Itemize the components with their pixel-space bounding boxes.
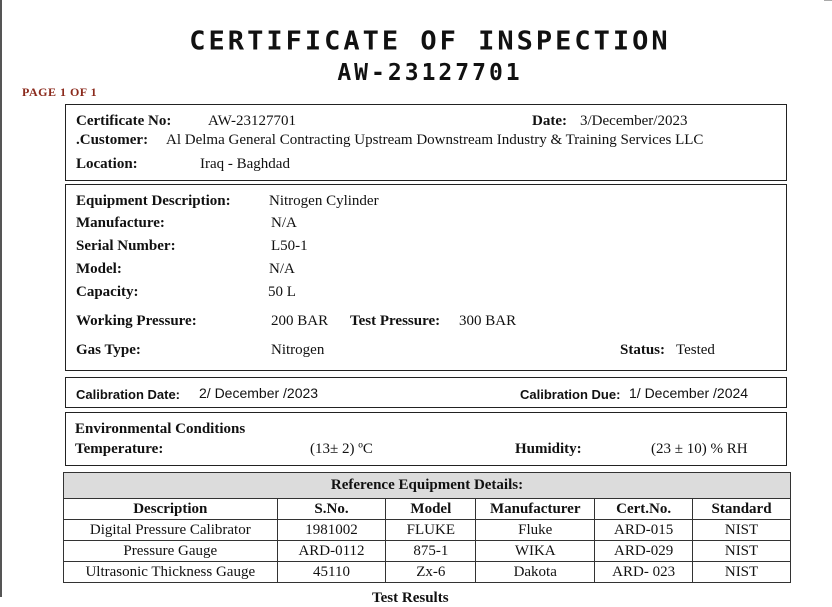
gas-type-value: Nitrogen (271, 342, 325, 358)
page-top-edge (824, 0, 832, 1)
table-cell: 45110 (277, 562, 386, 583)
table-cell: NIST (693, 541, 791, 562)
environment-heading: Environmental Conditions (75, 421, 246, 437)
test-pressure-label: Test Pressure: (350, 313, 441, 329)
table-cell: NIST (693, 520, 791, 541)
manufacture-label: Manufacture: (76, 215, 165, 231)
table-row (64, 520, 791, 541)
table-cell: Pressure Gauge (64, 541, 278, 562)
capacity-label: Capacity: (76, 284, 139, 300)
table-cell: ARD-029 (595, 541, 693, 562)
temperature-label: Temperature: (75, 441, 164, 457)
humidity-value: (23 ± 10) % RH (651, 441, 748, 457)
table-cell: 875-1 (386, 541, 476, 562)
working-pressure-label: Working Pressure: (76, 313, 197, 329)
table-row (64, 562, 791, 583)
column-header: S.No. (277, 499, 386, 520)
table-cell: NIST (693, 562, 791, 583)
table-header-row (64, 499, 791, 520)
table-cell: ARD-0112 (277, 541, 386, 562)
table-cell: Digital Pressure Calibrator (64, 520, 278, 541)
calibration-due-label: Calibration Due: (520, 387, 621, 402)
page-left-edge (0, 0, 2, 597)
column-header: Model (386, 499, 476, 520)
table-cell: WIKA (476, 541, 595, 562)
document-title: CERTIFICATE OF INSPECTION (189, 26, 671, 57)
humidity-label: Humidity: (515, 441, 582, 457)
table-cell: ARD-015 (595, 520, 693, 541)
cert-no-label: Certificate No: (76, 113, 172, 129)
column-header: Description (64, 499, 278, 520)
column-header: Manufacturer (476, 499, 595, 520)
capacity-value: 50 L (268, 284, 296, 300)
equipment-description-value: Nitrogen Cylinder (269, 193, 379, 209)
calibration-due-value: 1/ December /2024 (629, 385, 749, 401)
model-label: Model: (76, 261, 122, 277)
status-label: Status: (620, 342, 666, 358)
table-cell: Fluke (476, 520, 595, 541)
test-pressure-value: 300 BAR (459, 313, 517, 329)
table-cell: Ultrasonic Thickness Gauge (64, 562, 278, 583)
gas-type-label: Gas Type: (76, 342, 141, 358)
working-pressure-value: 200 BAR (271, 313, 329, 329)
reference-table-caption: Reference Equipment Details: (64, 473, 791, 499)
reference-equipment-table (63, 472, 791, 583)
page-indicator: PAGE 1 OF 1 (22, 85, 98, 99)
column-header: Standard (693, 499, 791, 520)
column-header: Cert.No. (595, 499, 693, 520)
cert-no-value: AW-23127701 (208, 113, 296, 129)
location-label: Location: (76, 156, 138, 172)
table-row (64, 541, 791, 562)
table-cell: 1981002 (277, 520, 386, 541)
table-cell: Dakota (476, 562, 595, 583)
certificate-code-heading: AW-23127701 (337, 60, 523, 86)
status-value: Tested (676, 342, 715, 358)
equipment-description-label: Equipment Description: (76, 193, 231, 209)
temperature-value: (13± 2) ºC (310, 441, 373, 457)
customer-label: .Customer: (76, 132, 149, 148)
date-label: Date: (532, 113, 567, 129)
manufacture-value: N/A (271, 215, 297, 231)
location-value: Iraq - Baghdad (200, 156, 290, 172)
model-value: N/A (269, 261, 295, 277)
next-section-heading-partial: Test Results (372, 590, 449, 606)
table-cell: FLUKE (386, 520, 476, 541)
customer-value: Al Delma General Contracting Upstream Downstream Industry & Training Services LLC (166, 132, 704, 148)
serial-number-label: Serial Number: (76, 238, 176, 254)
table-cell: ARD- 023 (595, 562, 693, 583)
calibration-date-label: Calibration Date: (76, 387, 181, 402)
table-cell: Zx-6 (386, 562, 476, 583)
calibration-date-value: 2/ December /2023 (199, 385, 319, 401)
date-value: 3/December/2023 (580, 113, 688, 129)
serial-number-value: L50-1 (271, 238, 308, 254)
